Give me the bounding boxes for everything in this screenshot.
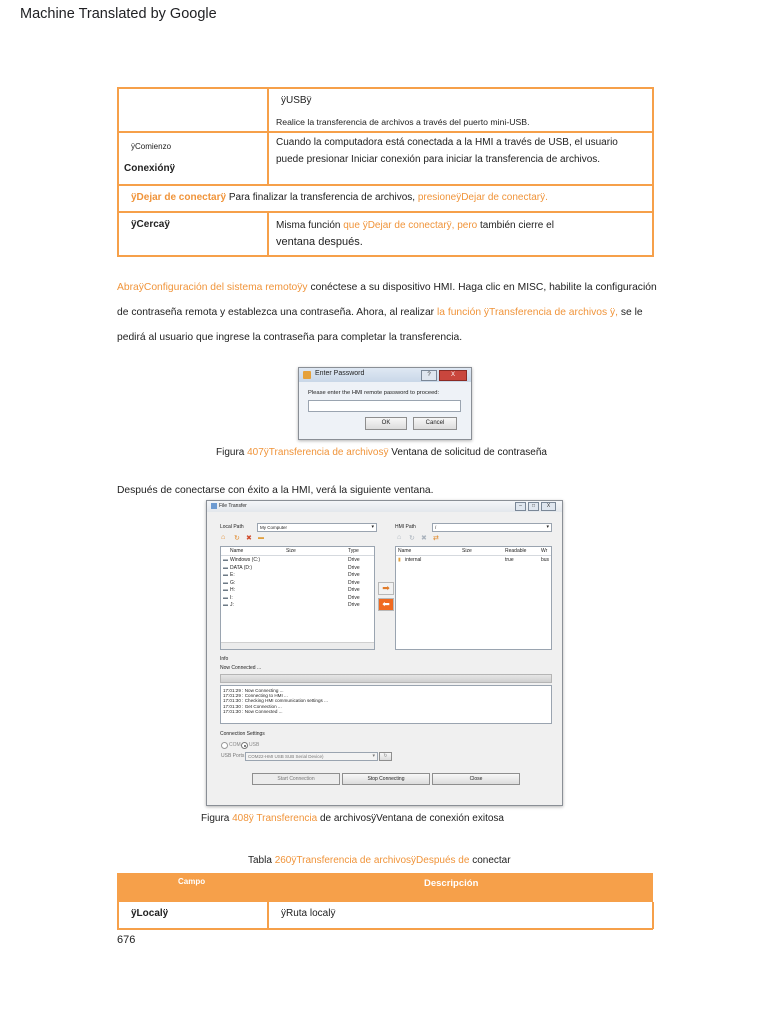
hmi-path-value: / — [435, 525, 437, 530]
local-col-name: Name — [230, 548, 244, 554]
local-row-type: Drive — [348, 564, 360, 571]
key-icon — [303, 371, 311, 379]
progress-bar — [220, 674, 552, 683]
usb-description: Realice la transferencia de archivos a través del puerto mini-USB. — [276, 117, 530, 127]
paragraph-1-line-1 — [117, 282, 657, 293]
hmi-col-name: Name — [398, 548, 412, 554]
usb-radio[interactable] — [241, 742, 248, 749]
hmi-col-readable: Readable — [505, 548, 527, 554]
password-dialog-title: Enter Password — [315, 370, 365, 377]
hmi-col-size: Size — [462, 548, 472, 554]
usb-ports-label: USB Ports — [221, 753, 245, 759]
bottom-table-header — [117, 873, 653, 902]
local-row-name[interactable]: DATA (D:) — [230, 564, 253, 571]
chevron-down-icon: ▾ — [372, 753, 375, 759]
removable-drive-icon: ▬ — [223, 572, 228, 578]
file-transfer-title: File Transfer — [219, 503, 247, 509]
hmi-row-readable: true — [505, 557, 514, 563]
log-line: 17:01:30 : Get Connection ... — [223, 703, 282, 709]
row-local-field: ÿLocalÿ — [131, 908, 169, 919]
connection-settings-label: Connection Settings — [220, 731, 265, 737]
removable-drive-icon: ▬ — [223, 579, 228, 586]
figure-407-pre: Figura — [216, 447, 248, 458]
hmi-home-icon[interactable]: ⌂ — [397, 534, 402, 541]
paragraph-1-text-2b: se le — [618, 307, 643, 318]
table-260-post: conectar — [469, 855, 511, 866]
hmi-col-writable: Wr — [541, 548, 548, 554]
local-path-select[interactable] — [257, 523, 377, 532]
remote-config-link: AbraÿConfiguración del sistema remotoÿy — [117, 282, 308, 293]
usb-port-value: COM22-HMI USB SUB Serial Device) — [248, 754, 324, 759]
local-row-type: Drive — [348, 602, 360, 608]
close-desc-post: también cierre el — [477, 220, 554, 231]
start-connection-desc-2: puede presionar Iniciar conexión para iniciar la transferencia de archivos. — [276, 154, 601, 165]
close-desc-link: que ÿDejar de conectarÿ, pero — [343, 220, 478, 231]
password-input[interactable] — [308, 400, 461, 412]
log-box[interactable] — [220, 685, 552, 724]
hmi-file-list[interactable] — [395, 546, 552, 650]
table-260-link: 260ÿTransferencia de archivosÿDespués de — [274, 855, 470, 866]
drive-icon: ▬ — [223, 557, 228, 563]
ok-button[interactable]: OK — [365, 417, 407, 430]
figure-408-pre: Figura — [201, 813, 233, 824]
new-folder-icon[interactable]: ▬ — [258, 535, 264, 541]
local-row-type: Drive — [348, 594, 360, 601]
local-row-name[interactable]: J: — [230, 602, 234, 608]
close-desc-line-1 — [276, 218, 554, 233]
close-desc-pre: Misma función — [276, 220, 344, 231]
file-transfer-window — [206, 500, 563, 806]
paragraph-1-line-2 — [117, 307, 657, 318]
paragraph-1-line-3: pedirá al usuario que ingrese la contraseña para completar la transferencia. — [117, 332, 463, 343]
paragraph-2: Después de conectarse con éxito a la HMI, verá la siguiente ventana. — [117, 485, 434, 496]
log-line: 17:01:30 : Checking HMI communication settings ... — [223, 698, 328, 704]
com-label: COM — [229, 742, 241, 748]
machine-translated-header: Machine Translated by Google — [20, 6, 217, 22]
password-dialog-titlebar — [299, 368, 471, 382]
password-prompt: Please enter the HMI remote password to proceed: — [308, 390, 440, 396]
chevron-down-icon: ▾ — [371, 524, 374, 530]
folder-icon: ▮ — [398, 557, 401, 563]
maximize-button[interactable]: □ — [528, 502, 539, 511]
app-icon — [211, 503, 217, 509]
removable-drive-icon: ▬ — [223, 602, 228, 608]
local-file-list[interactable] — [220, 546, 375, 650]
usb-title: ÿUSBÿ — [281, 95, 312, 106]
log-line: 17:01:29 : Connecting to HMI ... — [223, 693, 288, 699]
file-transfer-titlebar — [207, 501, 562, 512]
stop-connecting-row — [131, 190, 548, 205]
figure-407-post: Ventana de solicitud de contraseña — [388, 447, 547, 458]
header-field: Campo — [178, 877, 206, 886]
download-arrow-button[interactable]: ⬅ — [378, 598, 394, 611]
paragraph-1-text-1: conéctese a su dispositivo HMI. Haga clic en MISC, habilite la configuración — [307, 282, 657, 293]
stop-connecting-desc: Para finalizar la transferencia de archivos, — [226, 192, 418, 203]
minimize-button[interactable]: – — [515, 502, 526, 511]
log-line: 17:01:29 : Now Connecting ... — [223, 688, 284, 693]
start-connection-button[interactable]: Start Connection — [252, 773, 340, 785]
stop-connecting-button[interactable]: Stop Connecting — [342, 773, 430, 785]
hmi-path-label: HMI Path — [395, 524, 416, 530]
figure-408-link: 408ÿ Transferencia — [232, 813, 318, 824]
refresh-ports-button[interactable]: ↻ — [379, 752, 392, 761]
stop-connecting-label: ÿDejar de conectarÿ — [131, 192, 227, 203]
hmi-sync-icon[interactable]: ⇄ — [433, 535, 439, 542]
stop-connecting-link: presioneÿDejar de conectarÿ. — [417, 192, 548, 203]
local-horizontal-scrollbar[interactable] — [221, 642, 374, 649]
chevron-down-icon: ▾ — [546, 524, 549, 530]
local-row-type: Drive — [348, 587, 360, 593]
close-window-button[interactable]: Close — [432, 773, 520, 785]
paragraph-1-text-2: de contraseña remota y establezca una contraseña. Ahora, al realizar — [117, 307, 437, 318]
log-line: 17:01:30 : Now Connected ... — [223, 708, 283, 714]
status-text: Now Connected ... — [220, 665, 262, 671]
header-description: Descripción — [424, 878, 479, 889]
upload-arrow-button[interactable]: ➡ — [378, 582, 394, 595]
com-radio[interactable] — [221, 742, 228, 749]
start-connection-label-2: Conexiónÿ — [124, 163, 176, 174]
row-local-desc: ÿRuta localÿ — [281, 908, 336, 919]
page-number: 676 — [117, 934, 136, 946]
refresh-icon[interactable]: ↻ — [234, 535, 240, 542]
figure-408-caption — [201, 813, 504, 824]
close-desc-line-2: ventana después. — [276, 236, 363, 248]
start-connection-label-1: ÿComienzo — [131, 142, 172, 151]
removable-drive-icon: ▬ — [223, 594, 228, 601]
password-dialog — [298, 367, 472, 440]
local-col-size: Size — [286, 548, 296, 554]
local-row-name[interactable]: I: — [230, 594, 233, 601]
info-label: Info — [220, 656, 229, 662]
local-row-name[interactable]: E: — [230, 572, 235, 578]
local-path-value: My Computer — [260, 525, 288, 530]
usb-port-select[interactable] — [245, 752, 378, 761]
table-260-pre: Tabla — [248, 855, 275, 866]
close-label: ÿCercaÿ — [131, 219, 170, 230]
local-row-type: Drive — [348, 557, 360, 563]
hmi-refresh-icon[interactable]: ↻ — [409, 535, 415, 542]
delete-icon[interactable]: ✖ — [246, 535, 252, 542]
removable-drive-icon: ▬ — [223, 587, 228, 593]
cancel-button[interactable]: Cancel — [413, 417, 457, 430]
local-row-type: Drive — [348, 572, 360, 578]
start-connection-desc-1: Cuando la computadora está conectada a la HMI a través de USB, el usuario — [276, 137, 618, 148]
home-icon[interactable]: ⌂ — [221, 534, 226, 541]
figure-407-caption — [216, 447, 547, 458]
table-260-caption — [248, 855, 511, 866]
local-col-type: Type — [348, 548, 359, 554]
hmi-path-select[interactable] — [432, 523, 552, 532]
help-button[interactable]: ? — [421, 370, 437, 381]
figure-408-post: de archivosÿVentana de conexión exitosa — [317, 813, 504, 824]
hmi-delete-icon[interactable]: ✖ — [421, 535, 427, 542]
local-path-label: Local Path — [220, 524, 244, 530]
local-row-name[interactable]: H: — [230, 587, 235, 593]
usb-label: USB — [249, 742, 260, 748]
hmi-row-name[interactable]: internal — [405, 557, 422, 563]
local-row-name[interactable]: Windows (C:) — [230, 557, 261, 563]
close-button[interactable]: X — [439, 370, 467, 381]
local-row-name[interactable]: G: — [230, 579, 236, 586]
drive-icon: ▬ — [223, 564, 228, 571]
hmi-row-writable: bus — [541, 557, 550, 563]
local-row-type: Drive — [348, 579, 360, 586]
window-close-button[interactable]: X — [541, 502, 556, 511]
file-transfer-link: la función ÿTransferencia de archivos ÿ, — [436, 307, 619, 318]
figure-407-link: 407ÿTransferencia de archivosÿ — [247, 447, 389, 458]
